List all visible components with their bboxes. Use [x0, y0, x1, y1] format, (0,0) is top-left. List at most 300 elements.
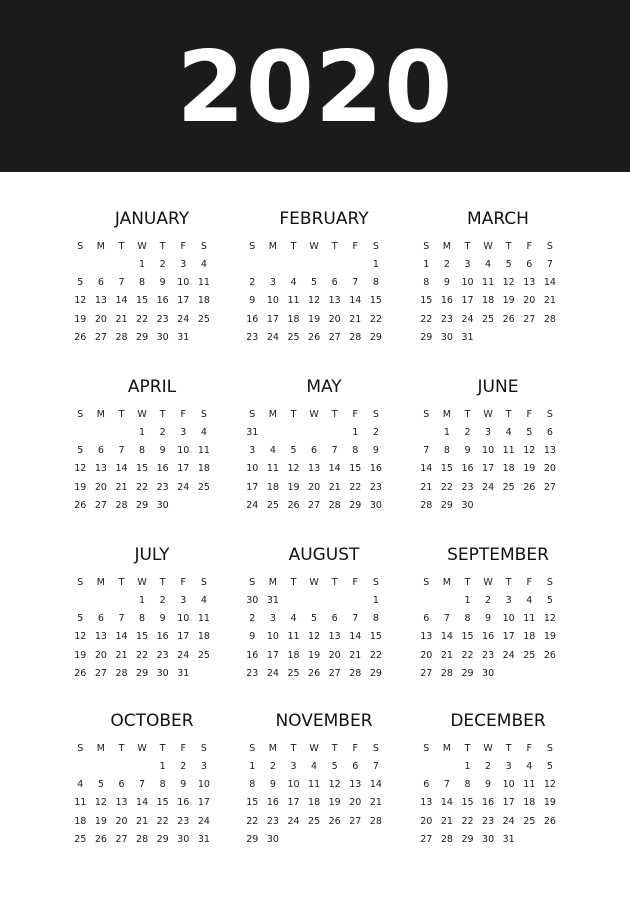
day-cell: 21: [369, 797, 382, 809]
day-cell: 1: [139, 427, 146, 438]
day-cell: 13: [420, 631, 433, 643]
day-cell: 3: [200, 761, 207, 772]
day-cell: 27: [94, 667, 107, 679]
day-cell: 9: [159, 277, 166, 289]
day-cell: 6: [546, 427, 553, 438]
day-cell: 7: [443, 613, 450, 625]
day-cell: 19: [74, 649, 87, 661]
day-cell: 30: [156, 499, 169, 511]
day-cell: 31: [246, 427, 259, 438]
day-cell: 6: [97, 445, 104, 457]
day-cell: 12: [74, 295, 87, 307]
day-cell: 28: [369, 815, 382, 827]
day-cell: 17: [266, 313, 279, 325]
day-cell: 8: [372, 613, 379, 625]
day-cell: 15: [349, 463, 362, 475]
day-cell: 20: [94, 481, 107, 493]
day-cell: 24: [177, 481, 190, 493]
day-cell: 9: [180, 779, 187, 791]
weekday-header: [70, 406, 214, 424]
weekday-label: W: [137, 409, 147, 420]
day-cell: 18: [502, 463, 515, 475]
weekday-header: [70, 740, 214, 758]
day-cell: 15: [136, 631, 149, 643]
day-cell: 13: [94, 631, 107, 643]
weekday-label: W: [483, 241, 493, 252]
day-cell: 21: [543, 295, 556, 307]
day-cell: 30: [440, 331, 453, 343]
day-cell: 25: [287, 331, 300, 343]
day-cell: 31: [177, 331, 190, 343]
month-name: MARCH: [467, 209, 529, 229]
month-name: JULY: [134, 545, 170, 565]
month-name: OCTOBER: [110, 711, 194, 731]
weekday-label: S: [77, 409, 84, 420]
weekday-label: T: [505, 409, 512, 420]
day-cell: 1: [423, 259, 430, 270]
day-cell: 4: [485, 259, 492, 270]
day-cell: 29: [136, 667, 149, 679]
day-cell: 11: [197, 277, 210, 289]
day-cell: 18: [197, 463, 210, 475]
day-cell: 4: [526, 595, 533, 606]
day-cell: 9: [249, 631, 256, 643]
day-cell: 18: [287, 313, 300, 325]
day-cell: 21: [115, 649, 128, 661]
day-cell: 29: [349, 499, 362, 511]
day-cell: 16: [156, 295, 169, 307]
day-cell: 28: [440, 667, 453, 679]
weekday-label: T: [331, 743, 338, 754]
day-cell: 1: [352, 427, 359, 438]
day-cell: 4: [505, 427, 512, 438]
day-cell: 3: [505, 761, 512, 772]
day-cell: 18: [523, 797, 536, 809]
day-cell: 12: [502, 277, 515, 289]
day-cell: 25: [197, 313, 210, 325]
day-cell: 30: [482, 667, 495, 679]
day-cell: 19: [523, 463, 536, 475]
month-name: JUNE: [477, 377, 519, 397]
day-cell: 1: [372, 259, 379, 270]
day-cell: 21: [115, 481, 128, 493]
day-grid: [242, 592, 386, 683]
day-cell: 9: [443, 277, 450, 289]
day-cell: 14: [420, 463, 433, 475]
day-cell: 14: [328, 463, 341, 475]
weekday-label: T: [331, 409, 338, 420]
day-cell: 22: [369, 649, 382, 661]
day-cell: 14: [115, 463, 128, 475]
day-cell: 13: [328, 295, 341, 307]
weekday-label: W: [137, 577, 147, 588]
day-cell: 19: [287, 481, 300, 493]
day-cell: 22: [156, 815, 169, 827]
day-cell: 4: [526, 761, 533, 772]
weekday-label: W: [309, 409, 319, 420]
day-cell: 7: [139, 779, 146, 791]
day-cell: 12: [308, 631, 321, 643]
day-cell: 5: [311, 277, 318, 289]
day-cell: 26: [308, 667, 321, 679]
day-cell: 12: [328, 779, 341, 791]
day-cell: 21: [136, 815, 149, 827]
day-cell: 13: [94, 463, 107, 475]
day-cell: 20: [543, 463, 556, 475]
day-cell: 27: [328, 667, 341, 679]
weekday-header: [70, 238, 214, 256]
day-cell: 19: [74, 481, 87, 493]
weekday-header: [416, 574, 560, 592]
day-cell: 10: [461, 277, 474, 289]
weekday-label: S: [200, 577, 207, 588]
day-cell: 27: [523, 313, 536, 325]
day-cell: 28: [420, 499, 433, 511]
day-cell: 16: [246, 649, 259, 661]
day-cell: 23: [440, 313, 453, 325]
day-cell: 20: [523, 295, 536, 307]
day-grid: [416, 256, 560, 347]
day-cell: 24: [266, 331, 279, 343]
day-cell: 28: [440, 833, 453, 845]
day-cell: 28: [543, 313, 556, 325]
day-cell: 11: [197, 613, 210, 625]
day-cell: 7: [443, 779, 450, 791]
day-cell: 1: [464, 761, 471, 772]
day-cell: 8: [443, 445, 450, 457]
weekday-header: [242, 406, 386, 424]
weekday-label: T: [159, 241, 166, 252]
day-cell: 6: [331, 613, 338, 625]
day-cell: 6: [97, 613, 104, 625]
day-cell: 22: [461, 815, 474, 827]
weekday-label: M: [268, 241, 277, 252]
day-cell: 24: [246, 499, 259, 511]
weekday-label: T: [118, 409, 125, 420]
day-cell: 30: [246, 595, 259, 606]
day-cell: 11: [287, 295, 300, 307]
day-cell: 30: [156, 667, 169, 679]
day-cell: 4: [290, 613, 297, 625]
day-cell: 12: [287, 463, 300, 475]
day-grid: [70, 758, 214, 849]
day-cell: 2: [464, 427, 471, 438]
day-cell: 7: [118, 613, 125, 625]
day-cell: 10: [266, 295, 279, 307]
day-cell: 8: [423, 277, 430, 289]
day-cell: 12: [94, 797, 107, 809]
day-cell: 7: [546, 259, 553, 270]
day-cell: 28: [349, 667, 362, 679]
day-cell: 13: [94, 295, 107, 307]
day-cell: 15: [246, 797, 259, 809]
day-cell: 6: [331, 277, 338, 289]
day-cell: 1: [139, 595, 146, 606]
day-cell: 5: [77, 445, 84, 457]
day-grid: [242, 758, 386, 849]
day-cell: 27: [94, 331, 107, 343]
day-cell: 31: [197, 833, 210, 845]
day-cell: 8: [464, 779, 471, 791]
day-cell: 7: [352, 613, 359, 625]
day-cell: 26: [543, 649, 556, 661]
day-cell: 21: [115, 313, 128, 325]
day-cell: 18: [74, 815, 87, 827]
day-cell: 24: [482, 481, 495, 493]
day-cell: 27: [328, 331, 341, 343]
day-cell: 4: [200, 259, 207, 270]
day-cell: 5: [505, 259, 512, 270]
day-cell: 3: [464, 259, 471, 270]
day-cell: 26: [502, 313, 515, 325]
day-cell: 13: [115, 797, 128, 809]
day-cell: 10: [177, 445, 190, 457]
day-cell: 2: [159, 259, 166, 270]
day-cell: 17: [502, 631, 515, 643]
day-cell: 23: [156, 313, 169, 325]
day-cell: 20: [420, 815, 433, 827]
day-cell: 14: [349, 631, 362, 643]
day-cell: 22: [136, 649, 149, 661]
weekday-label: T: [159, 577, 166, 588]
day-cell: 5: [331, 761, 338, 772]
header-banner: [0, 0, 630, 172]
day-cell: 10: [177, 613, 190, 625]
day-cell: 18: [308, 797, 321, 809]
day-cell: 7: [118, 445, 125, 457]
day-cell: 12: [308, 295, 321, 307]
day-cell: 19: [543, 797, 556, 809]
day-cell: 2: [485, 761, 492, 772]
day-cell: 20: [349, 797, 362, 809]
day-cell: 26: [74, 331, 87, 343]
day-cell: 20: [115, 815, 128, 827]
day-cell: 16: [482, 797, 495, 809]
day-cell: 10: [482, 445, 495, 457]
weekday-label: W: [483, 409, 493, 420]
day-cell: 17: [177, 463, 190, 475]
day-cell: 30: [177, 833, 190, 845]
day-cell: 26: [308, 331, 321, 343]
year-title: 2020: [176, 31, 454, 145]
day-cell: 10: [197, 779, 210, 791]
day-cell: 16: [177, 797, 190, 809]
day-cell: 3: [269, 277, 276, 289]
month-name: DECEMBER: [450, 711, 546, 731]
day-cell: 17: [287, 797, 300, 809]
weekday-label: M: [442, 241, 451, 252]
day-cell: 19: [328, 797, 341, 809]
day-cell: 25: [266, 499, 279, 511]
day-cell: 12: [523, 445, 536, 457]
day-cell: 27: [115, 833, 128, 845]
day-cell: 17: [197, 797, 210, 809]
day-cell: 29: [461, 667, 474, 679]
day-grid: [416, 758, 560, 849]
day-grid: [70, 256, 214, 347]
weekday-label: T: [505, 241, 512, 252]
weekday-header: [242, 238, 386, 256]
weekday-label: T: [331, 241, 338, 252]
day-cell: 17: [461, 295, 474, 307]
day-cell: 23: [482, 649, 495, 661]
weekday-label: W: [483, 743, 493, 754]
day-cell: 3: [180, 259, 187, 270]
day-cell: 14: [440, 631, 453, 643]
day-cell: 4: [269, 445, 276, 457]
day-cell: 15: [369, 631, 382, 643]
day-cell: 20: [420, 649, 433, 661]
day-cell: 6: [423, 613, 430, 625]
weekday-label: F: [526, 743, 532, 754]
weekday-label: M: [96, 577, 105, 588]
day-cell: 6: [423, 779, 430, 791]
weekday-label: T: [118, 577, 125, 588]
day-cell: 5: [77, 613, 84, 625]
day-cell: 21: [440, 815, 453, 827]
day-cell: 5: [546, 595, 553, 606]
day-cell: 3: [290, 761, 297, 772]
day-cell: 9: [249, 295, 256, 307]
day-cell: 9: [159, 613, 166, 625]
day-cell: 17: [246, 481, 259, 493]
day-cell: 5: [97, 779, 104, 791]
weekday-label: T: [159, 743, 166, 754]
weekday-label: F: [352, 577, 358, 588]
weekday-label: W: [137, 743, 147, 754]
day-cell: 29: [369, 667, 382, 679]
day-cell: 20: [328, 313, 341, 325]
weekday-label: W: [309, 241, 319, 252]
day-cell: 16: [156, 631, 169, 643]
day-cell: 2: [249, 277, 256, 289]
day-cell: 26: [94, 833, 107, 845]
day-cell: 3: [505, 595, 512, 606]
day-cell: 4: [200, 595, 207, 606]
day-cell: 11: [197, 445, 210, 457]
weekday-label: F: [526, 577, 532, 588]
day-cell: 22: [349, 481, 362, 493]
day-cell: 11: [287, 631, 300, 643]
day-cell: 23: [177, 815, 190, 827]
day-cell: 25: [197, 481, 210, 493]
day-cell: 3: [485, 427, 492, 438]
day-cell: 25: [74, 833, 87, 845]
day-cell: 23: [246, 331, 259, 343]
weekday-label: S: [77, 241, 84, 252]
day-cell: 28: [349, 331, 362, 343]
weekday-label: T: [290, 577, 297, 588]
weekday-label: T: [290, 743, 297, 754]
day-cell: 18: [482, 295, 495, 307]
weekday-label: M: [442, 409, 451, 420]
day-cell: 5: [290, 445, 297, 457]
day-cell: 2: [180, 761, 187, 772]
day-cell: 16: [266, 797, 279, 809]
day-cell: 14: [369, 779, 382, 791]
day-cell: 30: [461, 499, 474, 511]
day-cell: 7: [331, 445, 338, 457]
day-cell: 2: [443, 259, 450, 270]
day-cell: 18: [197, 295, 210, 307]
day-grid: [242, 424, 386, 515]
weekday-label: M: [268, 409, 277, 420]
day-cell: 12: [74, 631, 87, 643]
day-cell: 9: [159, 445, 166, 457]
day-grid: [242, 256, 386, 347]
day-cell: 16: [440, 295, 453, 307]
day-cell: 17: [177, 295, 190, 307]
day-cell: 10: [246, 463, 259, 475]
day-cell: 7: [372, 761, 379, 772]
day-cell: 12: [74, 463, 87, 475]
weekday-label: S: [423, 409, 430, 420]
day-cell: 6: [97, 277, 104, 289]
day-cell: 2: [159, 595, 166, 606]
day-cell: 19: [502, 295, 515, 307]
weekday-label: S: [423, 743, 430, 754]
day-cell: 30: [266, 833, 279, 845]
day-cell: 20: [94, 313, 107, 325]
weekday-label: T: [464, 409, 471, 420]
day-cell: 14: [136, 797, 149, 809]
day-cell: 22: [246, 815, 259, 827]
month-name: SEPTEMBER: [447, 545, 549, 565]
day-cell: 28: [115, 331, 128, 343]
day-cell: 9: [372, 445, 379, 457]
day-cell: 6: [118, 779, 125, 791]
weekday-label: S: [249, 743, 256, 754]
day-cell: 24: [177, 313, 190, 325]
day-cell: 29: [420, 331, 433, 343]
weekday-label: S: [423, 241, 430, 252]
day-cell: 15: [461, 797, 474, 809]
day-cell: 4: [290, 277, 297, 289]
day-cell: 17: [482, 463, 495, 475]
weekday-label: M: [268, 743, 277, 754]
day-cell: 25: [523, 815, 536, 827]
day-cell: 25: [287, 667, 300, 679]
day-cell: 28: [115, 667, 128, 679]
day-cell: 19: [308, 313, 321, 325]
day-cell: 8: [139, 277, 146, 289]
month-name: FEBRUARY: [279, 209, 369, 229]
day-cell: 8: [464, 613, 471, 625]
weekday-label: T: [464, 577, 471, 588]
month-name: MAY: [306, 377, 342, 397]
day-cell: 27: [308, 499, 321, 511]
weekday-label: S: [546, 409, 553, 420]
day-cell: 31: [502, 833, 515, 845]
day-cell: 5: [311, 613, 318, 625]
day-cell: 13: [523, 277, 536, 289]
weekday-label: M: [96, 743, 105, 754]
day-cell: 17: [502, 797, 515, 809]
day-cell: 28: [136, 833, 149, 845]
weekday-header: [416, 238, 560, 256]
day-cell: 11: [74, 797, 87, 809]
weekday-label: F: [526, 409, 532, 420]
weekday-label: S: [546, 577, 553, 588]
weekday-label: W: [483, 577, 493, 588]
day-cell: 10: [287, 779, 300, 791]
day-cell: 19: [74, 313, 87, 325]
weekday-label: F: [352, 409, 358, 420]
day-cell: 15: [461, 631, 474, 643]
day-cell: 19: [308, 649, 321, 661]
day-cell: 29: [136, 331, 149, 343]
day-cell: 9: [269, 779, 276, 791]
